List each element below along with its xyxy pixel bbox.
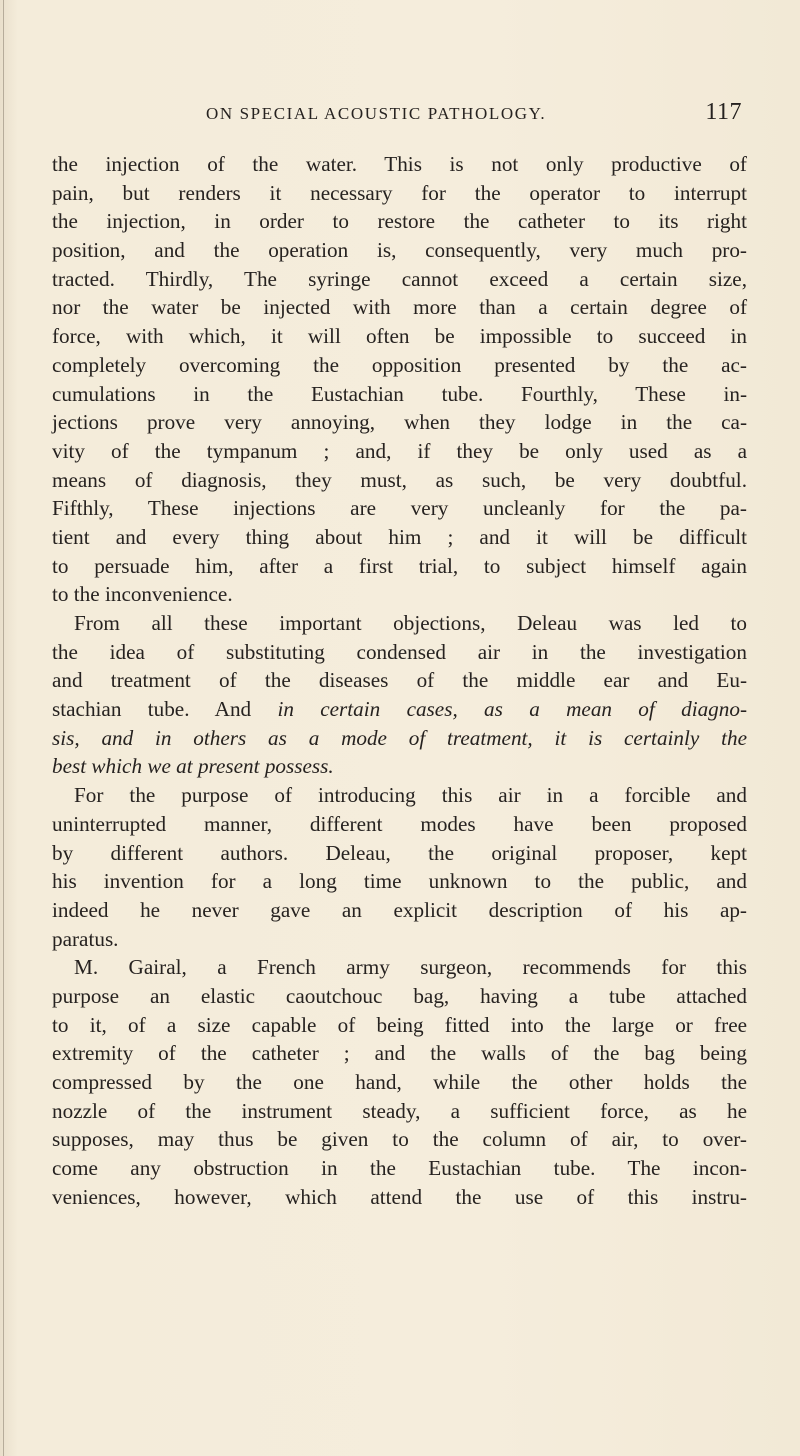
text-line: force, with which, it will often be impossible to succeed in: [52, 324, 747, 349]
page-number: 117: [705, 99, 742, 125]
text-line: For the purpose of introducing this air in a forcible and: [74, 783, 747, 808]
text-line-italic: best which we at present possess.: [52, 754, 334, 779]
text-line: Fifthly, These injections are very uncleanly for the pa-: [52, 496, 747, 521]
text-line: and treatment of the diseases of the middle ear and Eu-: [52, 668, 747, 693]
running-title: ON SPECIAL ACOUSTIC PATHOLOGY.: [206, 104, 547, 123]
text-line: the injection, in order to restore the catheter to its right: [52, 209, 747, 234]
text-line: uninterrupted manner, different modes have been proposed: [52, 811, 747, 836]
text-line: by different authors. Deleau, the original proposer, kept: [52, 840, 747, 865]
page-gutter-edge: [3, 0, 4, 1456]
text-line: the idea of substituting condensed air in the investigation: [52, 639, 747, 664]
text-line: means of diagnosis, they must, as such, be very doubtful.: [52, 467, 747, 492]
text-line: his invention for a long time unknown to the public, and: [52, 869, 747, 894]
text-line: nozzle of the instrument steady, a sufficient force, as he: [52, 1098, 747, 1123]
text-line: completely overcoming the opposition presented by the ac-: [52, 352, 747, 377]
text-line: extremity of the catheter ; and the walls of the bag being: [52, 1041, 747, 1066]
text-line: tracted. Thirdly, The syringe cannot exceed a certain size,: [52, 266, 747, 291]
text-line: supposes, may thus be given to the column of air, to over-: [52, 1127, 747, 1152]
body-text: [52, 150, 747, 1211]
text-line: From all these important objections, Deleau was led to: [74, 611, 747, 635]
text-line-italic: sis, and in others as a mode of treatment, it is certainly the: [52, 725, 747, 750]
text-line: come any obstruction in the Eustachian tube. The incon-: [52, 1156, 747, 1181]
text-line: indeed he never gave an explicit description of his ap-: [52, 897, 747, 922]
text-line: position, and the operation is, consequently, very much pro-: [52, 238, 747, 263]
text-line: to it, of a size capable of being fitted into the large or free: [52, 1012, 747, 1037]
text-line: paratus.: [52, 926, 119, 951]
text-line: to persuade him, after a first trial, to subject himself again: [52, 553, 747, 578]
text-line-mixed: [52, 695, 747, 724]
text-line: nor the water be injected with more than a certain degree of: [52, 295, 747, 320]
running-head: [206, 99, 742, 131]
text-line: purpose an elastic caoutchouc bag, having a tube attached: [52, 983, 747, 1008]
text-line: the injection of the water. This is not only productive of: [52, 152, 747, 176]
text-line: vity of the tympanum ; and, if they be only used as a: [52, 438, 747, 463]
text-line: pain, but renders it necessary for the operator to interrupt: [52, 180, 747, 205]
text-line: jections prove very annoying, when they lodge in the ca-: [52, 410, 747, 435]
text-line: cumulations in the Eustachian tube. Fourthly, These in-: [52, 381, 747, 406]
text-run: stachian tube. And: [52, 697, 252, 722]
text-line: M. Gairal, a French army surgeon, recommends for this: [74, 955, 747, 980]
text-line: to the inconvenience.: [52, 582, 233, 607]
text-line: tient and every thing about him ; and it will be difficult: [52, 524, 747, 549]
text-line: veniences, however, which attend the use of this instru-: [52, 1184, 747, 1209]
italic-run: in certain cases, as a mean of diagno-: [277, 697, 748, 722]
text-line: compressed by the one hand, while the other holds the: [52, 1070, 747, 1094]
